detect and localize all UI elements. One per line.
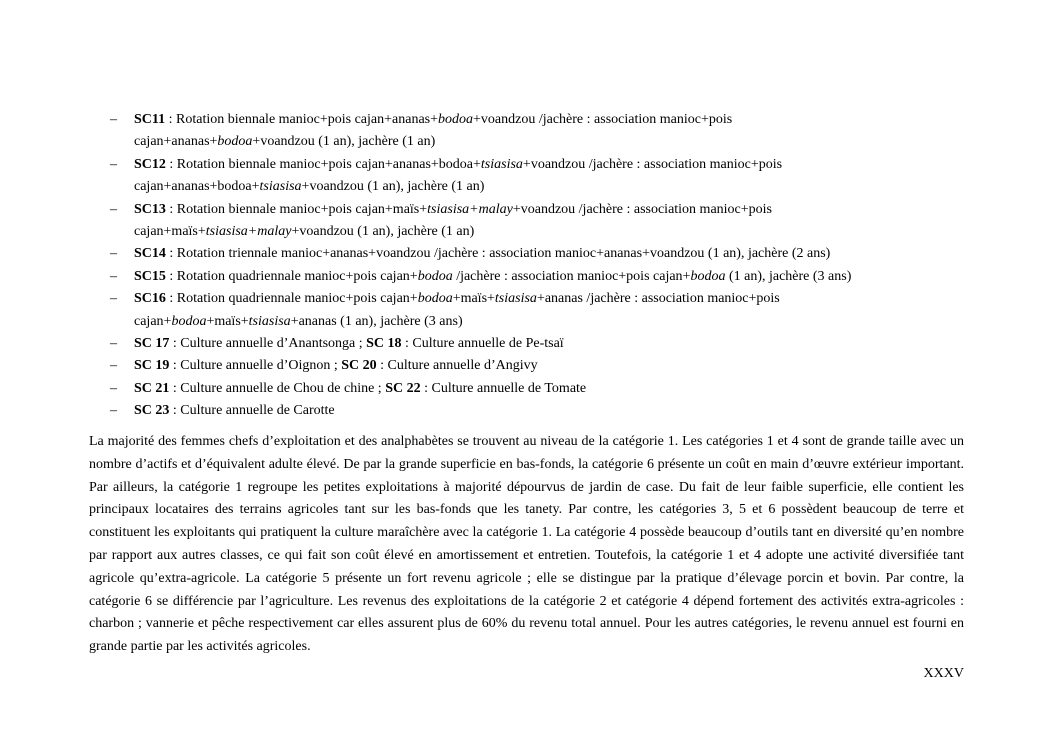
list-item-line [134,378,970,400]
list-item-line [134,199,970,221]
system-code: SC12 [134,156,166,172]
system-code: SC 22 [385,380,421,396]
item-text: +voandzou (1 an), jachère (1 an) [252,134,436,150]
item-text: tsiasisa+malay [427,201,513,217]
list-item-line [134,288,970,310]
item-text: bodoa [417,291,453,307]
bullet-dash: – [110,268,117,284]
item-text: : Culture annuelle de Pe-tsaï [401,336,564,352]
system-code: SC 19 [134,358,170,374]
item-text: bodoa [171,313,207,329]
bullet-dash: – [110,336,117,352]
item-text: tsiasisa [480,156,523,172]
item-text: +voandzou /jachère : association manioc+pois [512,201,773,217]
list-item [110,243,970,265]
item-text: /jachère : association manioc+pois cajan+ [452,268,691,284]
list-item [110,400,970,422]
item-text: +maïs+ [206,313,249,329]
list-item-continuation [134,131,970,153]
list-item-continuation [134,176,970,198]
item-text: (1 an), jachère (3 ans) [725,268,852,284]
bullet-dash: – [110,246,117,262]
item-text: +voandzou (1 an), jachère (1 an) [291,224,475,240]
list-item-line [134,243,970,265]
item-text: : Culture annuelle d’Oignon ; [169,358,342,374]
item-text: tsiasisa+malay [205,224,292,240]
item-text: cajan+ananas+bodoa+ [134,179,260,195]
list-item [110,333,970,355]
list-item [110,199,970,244]
bullet-dash: – [110,201,117,217]
list-item [110,154,970,199]
list-item [110,288,970,333]
item-text: : Rotation quadriennale manioc+pois cajan+ [165,268,418,284]
item-text: +voandzou /jachère : association manioc+pois [522,156,783,172]
system-code: SC15 [134,268,166,284]
system-code: SC16 [134,291,166,307]
item-text: tsiasisa [259,179,302,195]
item-text: : Rotation quadriennale manioc+pois cajan+ [165,291,418,307]
item-text: +voandzou (1 an), jachère (1 an) [301,179,485,195]
item-text: : Culture annuelle d’Anantsonga ; [169,336,367,352]
item-text: bodoa [690,268,726,284]
bullet-dash: – [110,291,117,307]
list-item-line [134,400,970,422]
system-code: SC 23 [134,403,170,419]
item-text: +maïs+ [452,291,495,307]
cropping-systems-list [110,109,970,423]
system-code: SC 18 [366,336,402,352]
list-item-line [134,109,970,131]
item-text: cajan+maïs+ [134,224,206,240]
list-item [110,266,970,288]
item-text: +voandzou /jachère : association manioc+pois [473,112,733,127]
item-text: tsiasisa [248,313,291,329]
bullet-dash: – [110,156,117,172]
list-item-line [134,355,970,377]
list-item [110,378,970,400]
item-text: cajan+ananas+ [134,134,218,150]
item-text: : Culture annuelle de Carotte [169,403,335,419]
item-text: : Culture annuelle de Chou de chine ; [169,380,386,396]
item-text: : Rotation biennale manioc+pois cajan+ananas+bodoa+ [165,156,481,172]
bullet-dash: – [110,112,117,127]
item-text: bodoa [438,112,474,127]
item-text: +ananas (1 an), jachère (3 ans) [290,313,463,329]
list-item-line [134,333,970,355]
item-text: cajan+ [134,313,172,329]
system-code: SC 20 [341,358,377,374]
system-code: SC13 [134,201,166,217]
item-text: bodoa [217,134,253,150]
item-text: : Rotation biennale manioc+pois cajan+ananas+ [165,112,439,127]
item-text: bodoa [417,268,453,284]
item-text: : Culture annuelle de Tomate [420,380,587,396]
system-code: SC11 [134,112,166,127]
list-item-continuation [134,221,970,243]
list-item-line [134,154,970,176]
item-text: : Rotation triennale manioc+ananas+voandzou /jachère : association manioc+ananas+voandzou (1 an), jachère (2 ans) [165,246,831,262]
bullet-dash: – [110,358,117,374]
bullet-dash: – [110,403,117,419]
system-code: SC 17 [134,336,170,352]
item-text: : Rotation biennale manioc+pois cajan+maïs+ [165,201,428,217]
item-text: : Culture annuelle d’Angivy [376,358,538,374]
bullet-dash: – [110,380,117,396]
list-item [110,109,970,154]
system-code: SC 21 [134,380,170,396]
list-item-line [134,266,970,288]
page-number: XXXV [923,666,964,681]
item-text: +ananas /jachère : association manioc+pois [536,291,780,307]
list-item [110,355,970,377]
body-paragraph: La majorité des femmes chefs d’exploitation et des analphabètes se trouvent au niveau de la catégorie 1. Les catégories 1 et 4 sont de grande taille avec un nombre d’actifs et d’équivalent adulte élevé. De par la grande superficie en bas-fonds, la catégorie 6 présente un coût en main d’œuvre extérieur important. Par ailleurs, la catégorie 1 regroupe les petites exploitations à majorité dépourvus de jardin de case. Du fait de leur faible superficie, elle contient les principaux locataires des terrains agricoles tant sur les bas-fonds que les tanety. Par contre, les catégories 3, 5 et 6 possèdent beaucoup de terre et constituent les exploitants qui pratiquent la culture maraîchère avec la catégorie 1. La catégorie 4 possède beaucoup d’outils tant en diversité qu’en nombre par rapport aux autres classes, ce qui fait son coût élevé en amortissement et entretien. Toutefois, la catégorie 1 et 4 adopte une activité diversifiée tant agricole qu’extra-agricole. La catégorie 5 présente un fort revenu agricole ; elle se distingue par la pratique d’élevage porcin et bovin. Par contre, la catégorie 6 se différencie par l’agriculture. Les revenus des exploitations de la catégorie 2 et catégorie 4 dépend fortement des activités extra-agricoles : charbon ; vannerie et pêche respectivement car elles assurent plus de 60% du revenu total annuel. Pour les autres catégories, le revenu annuel est fourni en grande partie par les activités agricoles. [89,434,964,655]
list-item-continuation [134,311,970,333]
item-text: tsiasisa [494,291,537,307]
system-code: SC14 [134,246,166,262]
